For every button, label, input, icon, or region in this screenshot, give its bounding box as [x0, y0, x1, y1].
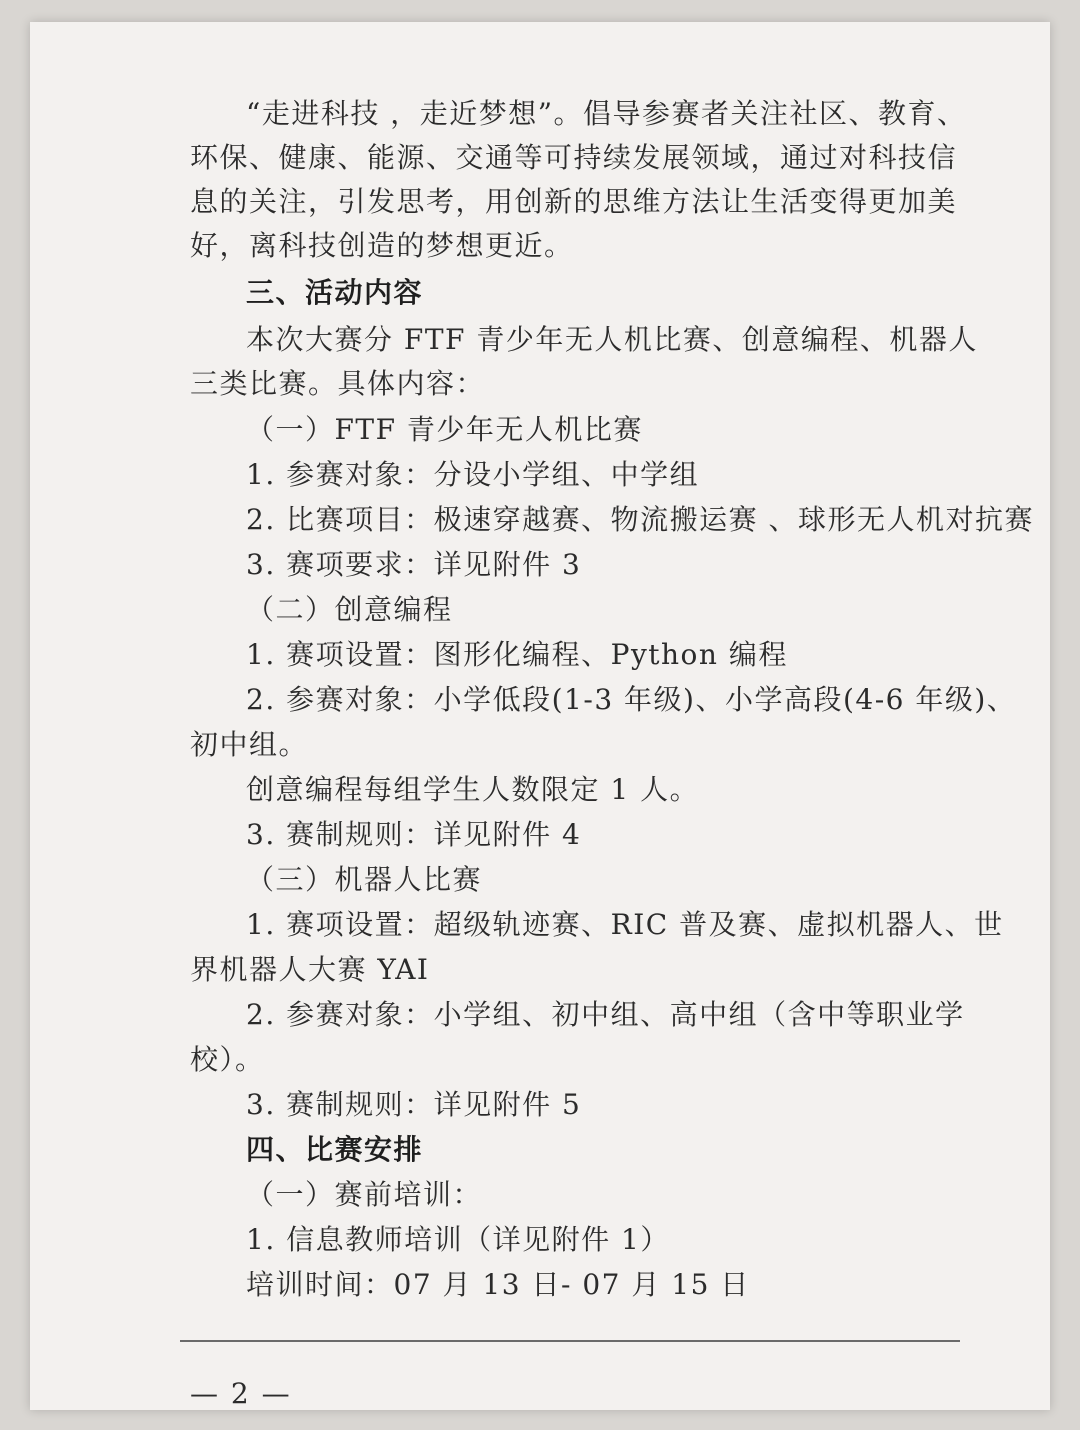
- text-line-1: “走进科技 ，走近梦想”。倡导参赛者关注社区、教育、: [246, 97, 967, 130]
- text-line-17: 3. 赛制规则：详见附件 4: [246, 818, 582, 851]
- page-number: — 2 —: [190, 1377, 292, 1410]
- text-line-3: 息的关注，引发思考，用创新的思维方法让生活变得更加美: [190, 185, 958, 218]
- text-line-16: 创意编程每组学生人数限定 1 人。: [246, 773, 700, 806]
- text-line-22: 校）。: [190, 1043, 265, 1076]
- subsection-heading-2: （二）创意编程: [246, 593, 453, 626]
- subsection-heading-1: （一）FTF 青少年无人机比赛: [246, 413, 643, 446]
- text-line-7: 三类比赛。具体内容：: [190, 367, 486, 400]
- subsection-heading-4: （一）赛前培训：: [246, 1178, 483, 1211]
- footer-divider: [180, 1340, 960, 1342]
- text-line-11: 3. 赛项要求：详见附件 3: [246, 548, 582, 581]
- text-line-15: 初中组。: [190, 728, 309, 761]
- section-heading-4: 四、比赛安排: [246, 1133, 424, 1166]
- text-line-10: 2. 比赛项目：极速穿越赛、物流搬运赛 、球形无人机对抗赛: [246, 503, 1035, 536]
- text-line-26: 1. 信息教师培训（详见附件 1）: [246, 1223, 670, 1256]
- text-line-19: 1. 赛项设置：超级轨迹赛、RIC 普及赛、虚拟机器人、世: [246, 908, 1004, 941]
- document-page: [30, 22, 1050, 1410]
- text-line-4: 好，离科技创造的梦想更近。: [190, 229, 574, 262]
- section-heading-3: 三、活动内容: [246, 276, 424, 309]
- text-line-2: 环保、健康、能源、交通等可持续发展领域，通过对科技信: [190, 141, 958, 174]
- text-line-13: 1. 赛项设置：图形化编程、Python 编程: [246, 638, 788, 671]
- text-line-20: 界机器人大赛 YAI: [190, 953, 430, 986]
- text-line-23: 3. 赛制规则：详见附件 5: [246, 1088, 582, 1121]
- text-line-21: 2. 参赛对象：小学组、初中组、高中组（含中等职业学: [246, 998, 965, 1031]
- text-line-14: 2. 参赛对象：小学低段(1-3 年级)、小学高段(4-6 年级)、: [246, 683, 1017, 716]
- text-line-9: 1. 参赛对象：分设小学组、中学组: [246, 458, 700, 491]
- subsection-heading-3: （三）机器人比赛: [246, 863, 483, 896]
- text-line-27: 培训时间：07 月 13 日- 07 月 15 日: [246, 1268, 750, 1301]
- text-line-6: 本次大赛分 FTF 青少年无人机比赛、创意编程、机器人: [246, 323, 978, 356]
